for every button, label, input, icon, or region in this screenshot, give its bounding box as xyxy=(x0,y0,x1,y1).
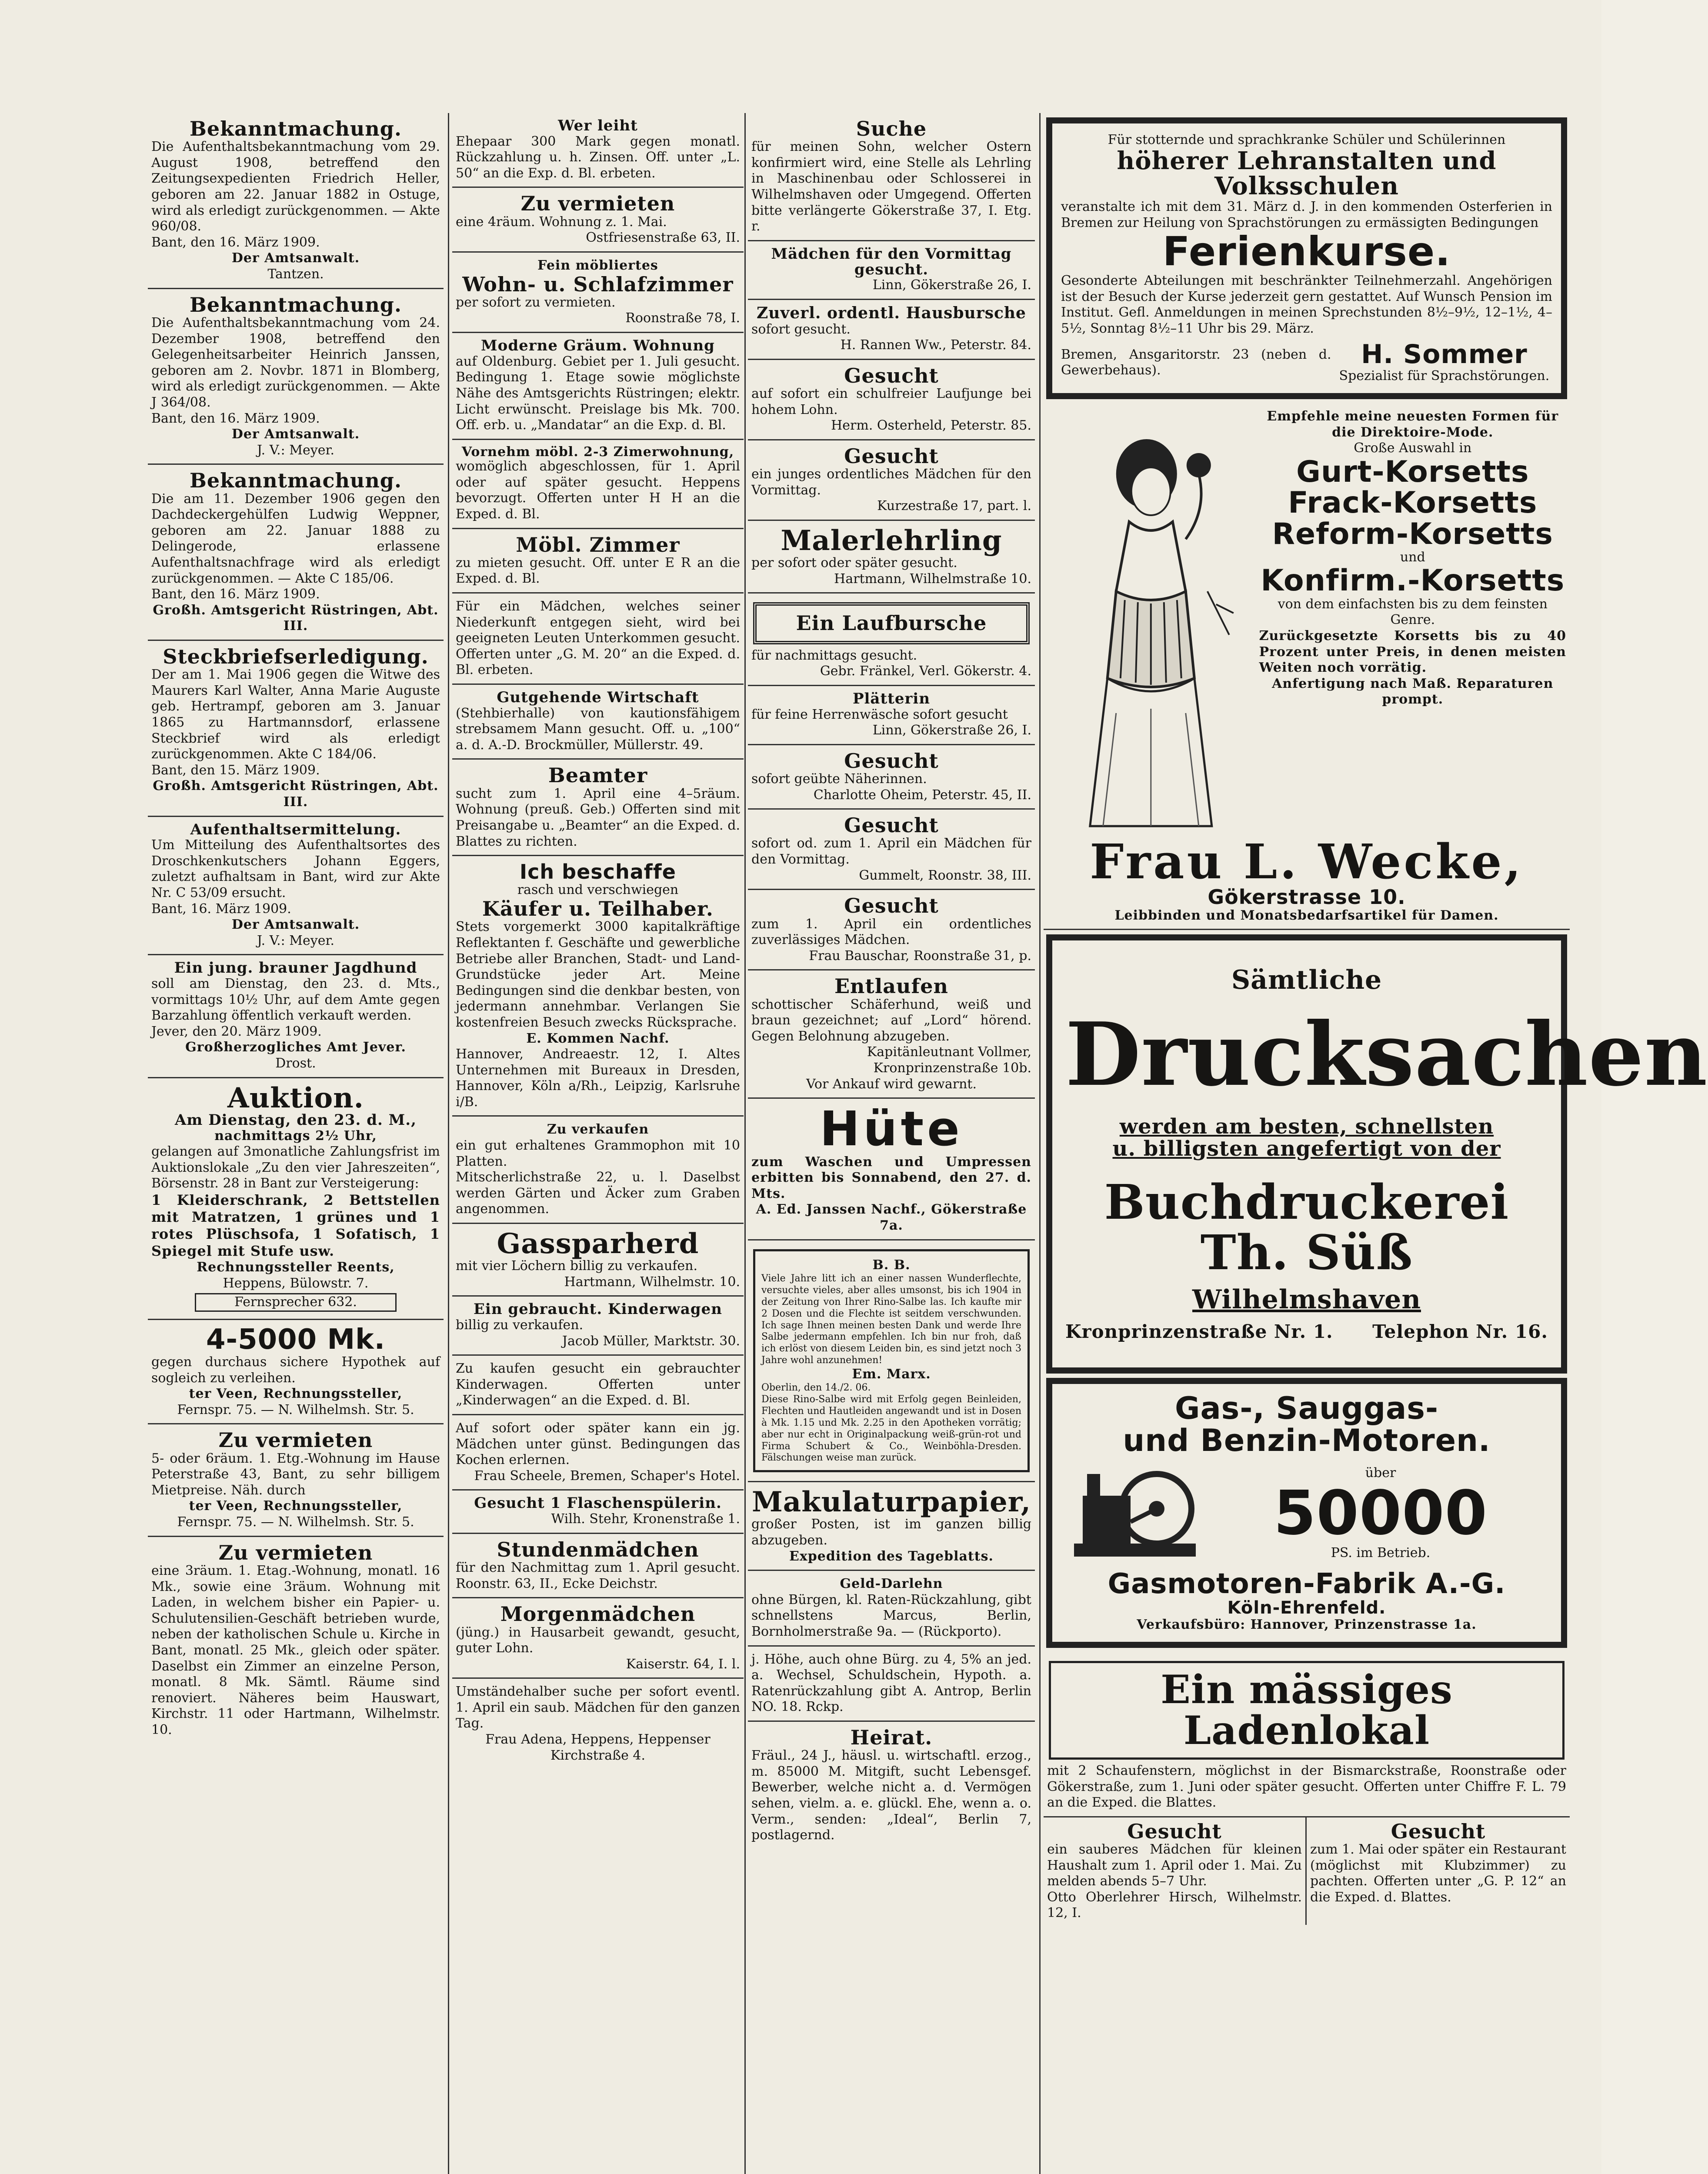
ad-address: H. Rannen Ww., Peterstr. 84. xyxy=(840,337,1031,353)
classified-ad xyxy=(452,1598,744,1679)
notice-body: soll am Dienstag, den 23. d. Mts., vormittags 10½ Uhr, auf dem Amte gegen Barzahlung öffentlich verkauft werden. xyxy=(151,976,440,1024)
classified-ad xyxy=(452,1490,744,1534)
notice-signature: Tantzen. xyxy=(267,267,324,282)
classified-ad xyxy=(748,1571,1035,1646)
ad-address: Hartmann, Wilhelmstr. 10. xyxy=(564,1274,740,1290)
classified-ad xyxy=(748,300,1035,360)
ad-address: Wilh. Stehr, Kronenstraße 1. xyxy=(551,1511,740,1527)
ad-title: B. B. xyxy=(872,1257,911,1273)
ad-signature: ter Veen, Rechnungssteller, xyxy=(189,1386,403,1402)
ad-address: Mitscherlichstraße 22, u. l. Daselbst werden Gärten und Äcker zum Graben angenommen. xyxy=(456,1170,740,1217)
ad-address: Kaiserstr. 64, I. l. xyxy=(626,1656,740,1672)
ad-number: 50000 xyxy=(1273,1477,1488,1549)
classified-ad xyxy=(748,1482,1035,1571)
ad-intro: Sämtliche xyxy=(1231,965,1382,996)
classified-ad xyxy=(452,1679,744,1769)
ad-address: Frau Adena, Heppens, Heppenser Kirchstraße 4. xyxy=(485,1732,711,1763)
notice xyxy=(148,955,444,1078)
ad-address: Kronprinzenstraße Nr. 1. xyxy=(1065,1321,1333,1343)
ad-address: Fernspr. 75. — N. Wilhelmsh. Str. 5. xyxy=(177,1402,414,1417)
ad-body: j. Höhe, auch ohne Bürg. zu 4, 5% an jed. a. Wechsel, Schuldschein, Hypoth. a. Ratenrückzahlung gibt A. Antrop, Berlin NO. 18. Rckp. xyxy=(751,1651,1031,1715)
notice-date: Bant, 16. März 1909. xyxy=(151,901,291,917)
rent-ad xyxy=(148,1424,444,1537)
classified-ad xyxy=(748,1647,1035,1722)
ad-title: Möbl. Zimmer xyxy=(516,533,680,557)
classified-ad xyxy=(452,440,744,529)
ad-subtitle: rasch und verschwiegen xyxy=(517,882,679,898)
ad-subtitle: Am Dienstag, den 23. d. M., xyxy=(175,1111,417,1129)
ad-intro: und xyxy=(1400,549,1425,565)
ad-subtitle: nachmittags 2½ Uhr, xyxy=(214,1128,377,1144)
notice-signature: Der Amtsanwalt. xyxy=(231,250,360,266)
ad-body: ein junges ordentliches Mädchen für den Vormittag. xyxy=(751,467,1031,498)
woman-corset-icon xyxy=(1047,409,1255,835)
ad-headline: Drucksachen xyxy=(1065,1004,1708,1106)
ad-body: schottischer Schäferhund, weiß und braun gezeichnet; auf „Lord“ hörend. Gegen Belohnung abzugeben. xyxy=(751,997,1031,1044)
ad-title: Suche xyxy=(856,117,927,140)
classified-ad xyxy=(748,745,1035,810)
notice-date: Bant, den 16. März 1909. xyxy=(151,234,320,250)
ad-body: Gesonderte Abteilungen mit beschränkter Teilnehmerzahl. Angehörigen ist der Besuch der Kurse jederzeit gern gestattet. Auf Wunsch Pension im Institut. Gefl. Anmeldungen in meinen Sprechstunden 8½–9½, 12–1½, 4–5½, Sonntag 8½–11 Uhr bis 29. März. xyxy=(1061,273,1552,336)
ad-title: Käufer u. Teilhaber. xyxy=(482,897,714,921)
ad-phone: Fernsprecher 632. xyxy=(195,1293,397,1312)
notice-title: Bekanntmachung. xyxy=(190,469,402,493)
ad-title: Zu vermieten xyxy=(218,1428,373,1452)
ad-title: Gesucht xyxy=(844,363,939,387)
corset-figure xyxy=(1047,409,1255,837)
ad-address: Gebr. Fränkel, Verl. Gökerstr. 4. xyxy=(820,664,1031,679)
ad-body: ohne Bürgen, kl. Raten-Rückzahlung, gibt schnellstens Marcus, Berlin, Bornholmerstraße 9a. — (Rückporto). xyxy=(751,1592,1031,1640)
ad-address: Hannover, Andreaestr. 12, I. Altes Unternehmen mit Bureaux in Dresden, Hannover, Köln a/Rh., Leipzig, Karlsruhe i/B. xyxy=(456,1047,740,1110)
ad-address: Jacob Müller, Marktstr. 30. xyxy=(562,1333,740,1349)
ad-body: eine 3räum. 1. Etag.-Wohnung, monatl. 16 Mk., sowie eine 3räum. Wohnung mit Laden, in welchem bisher ein Papier- u. Schulutensilien-Geschäft betrieben wurde, neben der katholischen Schule u. Kirche in Bant, monatl. 25 Mk., gleich oder später. Daselbst ein Zimmer an einzelne Person, monatl. 8 Mk. Sämtl. Räume sind renoviert. Näheres beim Hauswart, Kirchstr. 11 oder Hartmann, Wilhelmstr. 10. xyxy=(151,1563,440,1737)
notice-title: Ein jung. brauner Jagdhund xyxy=(174,959,417,977)
notice-signature: Großh. Amtsgericht Rüstringen, Abt. III. xyxy=(153,602,439,634)
column-1 xyxy=(148,113,444,2174)
ad-items: 1 Kleiderschrank, 2 Bettstellen mit Matratzen, 1 grünes und 1 rotes Plüschsofa, 1 Sofatisch, 1 Spiegel mit Stufe usw. xyxy=(151,1191,440,1259)
engine-icon xyxy=(1070,1457,1200,1570)
ad-title: Moderne Gräum. Wohnung xyxy=(481,337,715,355)
column-rule xyxy=(448,113,449,2174)
classified-ad xyxy=(452,113,744,188)
ad-title: Gesucht xyxy=(1391,1819,1486,1843)
classified-ad xyxy=(452,1117,744,1224)
ad-body: für feine Herrenwäsche sofort gesucht xyxy=(751,707,1008,722)
ad-address: Verkaufsbüro: Hannover, Prinzenstrasse 1a. xyxy=(1137,1617,1477,1633)
ad-address: Charlotte Oheim, Peterstr. 45, II. xyxy=(813,787,1031,803)
classified-ad xyxy=(748,241,1035,300)
classified-ad xyxy=(452,1224,744,1297)
notice-date: Bant, den 15. März 1909. xyxy=(151,762,320,778)
column-rule xyxy=(1039,113,1041,2174)
testimonial-ad xyxy=(748,1240,1035,1483)
ad-body: Stets vorgemerkt 3000 kapitalkräftige Reflektanten f. Geschäfte und gewerbliche Betriebe aller Branchen, Stadt- und Land-Grundstücke jeder Art. Meine Bedingungen sind die denkbar besten, von jedermann annehmbar. Verlangen Sie kostenfreien Besuch zwecks Rücksprache. xyxy=(456,919,740,1030)
ad-title: Gesucht 1 Flaschenspülerin. xyxy=(474,1494,722,1512)
ad-body: großer Posten, ist im ganzen billig abzugeben. xyxy=(751,1517,1031,1548)
classified-ad xyxy=(452,333,744,440)
ad-address: Herm. Osterheld, Peterstr. 85. xyxy=(831,418,1031,433)
classified-ad xyxy=(748,360,1035,440)
ad-title: Beamter xyxy=(548,764,648,787)
ad-title: Heirat. xyxy=(850,1726,933,1749)
ad-body: zum 1. April ein ordentliches zuverlässiges Mädchen. xyxy=(751,916,1031,948)
ad-address: Otto Oberlehrer Hirsch, Wilhelmstr. 12, I. xyxy=(1047,1889,1302,1921)
ad-city: Köln-Ehrenfeld. xyxy=(1227,1598,1386,1618)
ad-address: Heppens, Bülowstr. 7. xyxy=(223,1275,369,1291)
ad-title: höherer Lehranstalten und Volksschulen xyxy=(1117,146,1497,201)
ad-item: Konfirm.-Korsetts xyxy=(1261,564,1565,598)
notice xyxy=(148,289,444,465)
ad-body: ein sauberes Mädchen für kleinen Haushalt zum 1. April oder 1. Mai. Zu melden abends 5–7 Uhr. xyxy=(1047,1842,1302,1889)
ad-address: Gökerstrasse 10. xyxy=(1208,885,1406,909)
ad-signature: Rechnungssteller Reents, xyxy=(197,1260,395,1275)
ad-note: Diese Rino-Salbe wird mit Erfolg gegen Beinleiden, Flechten und Hautleiden angewandt und ist in Dosen à Mk. 1.15 und Mk. 2.25 in den Apotheken vorrätig; aber nur echt in Originalpackung weiß-grün-rot und Firma Schubert & Co., Weinböhla-Dresden. Fälschungen weise man zurück. xyxy=(761,1394,1021,1464)
classified-ad xyxy=(452,1297,744,1356)
notice-signature: Großherzogliches Amt Jever. xyxy=(185,1040,406,1055)
ad-body: Für ein Mädchen, welches seiner Niederkunft entgegen sieht, wird bei geeigneten Leuten Unterkommen gesucht. Offerten unter „G. M. 20“ an die Exped. d. Bl. erbeten. xyxy=(456,599,740,678)
column-4 xyxy=(1044,113,1708,2174)
classified-ad xyxy=(748,440,1035,521)
ad-body: sucht zum 1. April eine 4–5räum. Wohnung (preuß. Geb.) Offerten sind mit Preisangabe u. „Beamter“ an die Exped. d. Blattes zu richten. xyxy=(456,786,740,849)
rent-ad xyxy=(148,1537,444,1744)
ad-address: Expedition des Tageblatts. xyxy=(789,1548,994,1564)
classified-ad xyxy=(452,253,744,333)
ad-body: gelangen auf 3monatliche Zahlungsfrist im Auktionslokale „Zu den vier Jahreszeiten“, Börsenstr. 28 in Bant zur Versteigerung: xyxy=(151,1144,440,1191)
ad-body: Auf sofort oder später kann ein jg. Mädchen unter günst. Bedingungen das Kochen erlernen. xyxy=(456,1420,740,1468)
ad-signature: Em. Marx. xyxy=(852,1366,931,1382)
ad-body: zum 1. Mai oder später ein Restaurant (möglichst mit Klubzimmer) zu pachten. Offerten unter „G. P. 12“ an die Exped. d. Blattes. xyxy=(1310,1842,1566,1905)
notice xyxy=(148,817,444,956)
ad-body: auf Oldenburg. Gebiet per 1. Juli gesucht. Bedingung 1. Etage sowie möglichste Nähe des Amtsgerichts Rüstringen; elektr. Licht erwünscht. Preislage bis Mk. 700. Off. erb. u. „Mandatar“ an die Exp. d. Bl. xyxy=(456,353,740,433)
ad-intro: Für stotternde und sprachkranke Schüler und Schülerinnen xyxy=(1108,132,1506,147)
ad-title: Gas-, Sauggas- xyxy=(1174,1390,1439,1427)
ad-city: Wilhelmshaven xyxy=(1192,1284,1421,1315)
classified-ad xyxy=(1044,1817,1307,1925)
ad-title: Zu verkaufen xyxy=(547,1122,649,1137)
ad-body: womöglich abgeschlossen, für 1. April oder auf später gesucht. Heppens bevorzugt. Offerten unter H H an die Exped. d. Bl. xyxy=(456,459,740,522)
ad-address: Roonstraße 78, I. xyxy=(625,310,740,326)
ad-address: Ostfriesenstraße 63, II. xyxy=(586,230,740,246)
notice xyxy=(148,113,444,289)
auction-ad xyxy=(148,1078,444,1320)
ad-title: Zuverl. ordentl. Hausbursche xyxy=(757,303,1026,322)
ad-title: Malerlehrling xyxy=(781,524,1002,557)
ad-title: Wohn- u. Schlafzimmer xyxy=(462,272,734,296)
ad-title: Geld-Darlehn xyxy=(840,1576,943,1592)
ad-title: Wer leiht xyxy=(558,117,638,134)
ad-body: billig zu verkaufen. xyxy=(456,1317,584,1333)
classified-ad xyxy=(748,810,1035,890)
ad-body: Umständehalber suche per sofort eventl. 1. April ein saub. Mädchen für den ganzen Tag. xyxy=(456,1684,740,1731)
notice-signature: Der Amtsanwalt. xyxy=(231,917,360,933)
column-2 xyxy=(452,113,744,2174)
ad-body: sofort geübte Näherinnen. xyxy=(751,771,927,787)
ad-title: Gutgehende Wirtschaft xyxy=(497,689,699,707)
ad-body: veranstalte ich mit dem 31. März d. J. in den kommenden Osterferien in Bremen zur Heilung von Sprachstörungen zu ermässigten Bedingungen xyxy=(1061,199,1552,230)
classified-ad xyxy=(452,188,744,252)
notice-title: Bekanntmachung. xyxy=(190,117,402,140)
ad-body: Ehepaar 300 Mark gegen monatl. Rückzahlung u. h. Zinsen. Off. unter „L. 50“ an die Exp. d. Bl. erbeten. xyxy=(456,133,740,181)
ad-address: Bremen, Ansgaritorstr. 23 (neben d. Gewerbehaus). xyxy=(1061,347,1331,378)
notice xyxy=(148,465,444,641)
ad-intro: Empfehle meine neuesten Formen für die Direktoire-Mode. xyxy=(1267,408,1559,440)
ad-intro: Große Auswahl in xyxy=(1354,440,1472,456)
column-3 xyxy=(748,113,1035,2174)
notice-signature: Der Amtsanwalt. xyxy=(231,427,360,442)
classified-ad xyxy=(452,1356,744,1415)
ad-phone: Telephon Nr. 16. xyxy=(1372,1321,1548,1343)
ad-title: Hüte xyxy=(820,1101,963,1157)
motor-ad xyxy=(1046,1378,1567,1648)
ad-headline: Ferienkurse. xyxy=(1162,228,1451,275)
ad-body: Viele Jahre litt ich an einer nassen Wunderflechte, versuchte vieles, aber alles umsonst, bis ich 1904 in der Zeitung von Ihrer Rino-Salbe las. Ich kaufte mir 2 Dosen und die Flechte ist seitdem verschwunden. Ich sage Ihnen meinen besten Dank und werde Ihre Salbe jedermann empfehlen. Ich bin nur froh, daß ich erlöst von diesem Leiden bin, es sind jetzt noch 3 Jahre wohl anzunehmen! xyxy=(761,1273,1021,1366)
loan-ad xyxy=(148,1320,444,1425)
ad-address: Gummelt, Roonstr. 38, III. xyxy=(859,867,1031,883)
notice-title: Aufenthaltsermittelung. xyxy=(190,820,401,838)
ad-title: Gesucht xyxy=(844,894,939,918)
business-ad xyxy=(452,856,744,1117)
ad-body: für den Nachmittag zum 1. April gesucht. Roonstr. 63, II., Ecke Deichstr. xyxy=(456,1560,740,1591)
ad-title: Gesucht xyxy=(844,814,939,837)
column-rule xyxy=(744,113,746,2174)
ad-body: u. billigsten angefertigt von der xyxy=(1112,1136,1501,1161)
ad-body: auf sofort ein schulfreier Laufjunge bei hohem Lohn. xyxy=(751,386,1031,417)
classified-ad xyxy=(452,760,744,856)
classified-ad xyxy=(1307,1817,1570,1925)
ad-body: mit 2 Schaufenstern, möglichst in der Bismarckstraße, Roonstraße oder Gökerstraße, zum 1. Juni oder später gesucht. Offerten unter Chiffre F. L. 79 an die Exped. die Blattes. xyxy=(1047,1763,1566,1811)
ad-title: Makulaturpapier, xyxy=(751,1486,1031,1519)
notice-title: Steckbriefserledigung. xyxy=(163,644,429,668)
notice-signature: J. V.: Meyer. xyxy=(257,442,335,458)
ad-title: Entlaufen xyxy=(834,974,948,998)
ad-body: für nachmittags gesucht. xyxy=(751,647,917,663)
ad-address: Kurzestraße 17, part. l. xyxy=(877,498,1031,514)
ad-signature: E. Kommen Nachf. xyxy=(526,1030,670,1046)
ad-address: Frau Scheele, Bremen, Schaper's Hotel. xyxy=(474,1468,740,1484)
ad-signature: Gasmotoren-Fabrik A.-G. xyxy=(1108,1568,1506,1600)
classified-ad xyxy=(748,1722,1035,1849)
ad-title: Zu vermieten xyxy=(520,192,675,216)
classified-ad xyxy=(452,594,744,685)
ad-body: (jüng.) in Hausarbeit gewandt, gesucht, guter Lohn. xyxy=(456,1624,740,1656)
wanted-ads-row xyxy=(1044,1817,1570,1925)
ad-body: (Stehbierhalle) von kautionsfähigem strebsamem Mann gesucht. Off. u. „100“ a. d. A.-D. Brockmüller, Müllerstr. 49. xyxy=(456,705,740,753)
notice-date: Bant, den 16. März 1909. xyxy=(151,410,320,426)
ad-body: für meinen Sohn, welcher Ostern konfirmiert wird, eine Stelle als Lehrling in Maschinenbau oder Schlosserei in Wilhelmshaven oder Umgegend. Offerten bitte verlängerte Gökerstraße 37, I. Etg. r. xyxy=(751,139,1031,234)
notice-body: Um Mitteilung des Aufenthaltsortes des Droschkenkutschers Johann Eggers, zuletzt aufhaltsam in Bant, wird zur Akte Nr. C 53/09 ersucht. xyxy=(151,837,440,901)
classified-ad xyxy=(452,685,744,760)
ad-address: Linn, Gökerstraße 26, I. xyxy=(872,723,1031,738)
ad-note: Vor Ankauf wird gewarnt. xyxy=(806,1076,977,1092)
ad-body: 5- oder 6räum. 1. Etg.-Wohnung im Hause Peterstraße 43, Bant, zu sehr billigem Mietpreise. Näh. durch xyxy=(151,1450,440,1498)
ad-signature: ter Veen, Rechnungssteller, xyxy=(189,1498,403,1514)
ad-title: Ein gebraucht. Kinderwagen xyxy=(474,1300,722,1318)
ad-body: Zu kaufen gesucht ein gebrauchter Kinderwagen. Offerten unter „Kinderwagen“ an die Exped. d. Bl. xyxy=(456,1361,740,1408)
notice-date: Jever, den 20. März 1909. xyxy=(151,1024,322,1039)
school-ad xyxy=(1046,117,1567,399)
ad-title: Ich beschaffe xyxy=(520,860,676,884)
ad-title: Vornehm möbl. 2-3 Zimerwohnung, xyxy=(461,444,734,460)
classified-ad xyxy=(748,113,1035,241)
ad-body: von dem einfachsten bis zu dem feinsten Genre. xyxy=(1278,596,1548,628)
ad-signature: H. Sommer xyxy=(1361,339,1528,370)
ad-date: Oberlin, den 14./2. 06. xyxy=(761,1382,871,1394)
print-shop-ad xyxy=(1046,934,1708,1374)
ad-body: sofort od. zum 1. April ein Mädchen für den Vormittag. xyxy=(751,836,1031,867)
notice-signature: Großh. Amtsgericht Rüstringen, Abt. III. xyxy=(153,778,439,810)
ad-title: 4-5000 Mk. xyxy=(206,1323,386,1356)
ad-body: per sofort zu vermieten. xyxy=(456,294,616,310)
ad-signature: Frau L. Wecke, xyxy=(1090,833,1524,890)
ad-title: Zu vermieten xyxy=(218,1540,373,1564)
classified-ad xyxy=(748,1099,1035,1240)
ad-address: Linn, Gökerstraße 26, I. xyxy=(872,277,1031,293)
ad-body: über xyxy=(1365,1465,1396,1481)
ad-item: Frack-Korsetts xyxy=(1288,486,1538,520)
ad-item: Reform-Korsetts xyxy=(1272,517,1553,551)
ad-title: Gesucht xyxy=(1127,1819,1222,1843)
ad-body: Anfertigung nach Maß. Reparaturen prompt. xyxy=(1272,676,1554,707)
ad-body: mit vier Löchern billig zu verkaufen. xyxy=(456,1258,697,1274)
ad-body: sofort gesucht. xyxy=(751,321,851,337)
ad-title: Ein mässiges Ladenlokal xyxy=(1161,1666,1453,1754)
notice-title: Bekanntmachung. xyxy=(190,293,402,317)
ad-body: Zurückgesetzte Korsetts bis zu 40 Prozent unter Preis, in denen meisten Weiten noch vorrätig. xyxy=(1259,628,1566,676)
ad-body: zum Waschen und Umpressen erbitten bis Sonnabend, den 27. d. Mts. xyxy=(751,1154,1031,1201)
ad-title: Fein möbliertes xyxy=(537,257,658,273)
ad-title: und Benzin-Motoren. xyxy=(1123,1422,1491,1458)
classified-ad xyxy=(748,521,1035,594)
ad-body: Leibbinden und Monatsbedarfsartikel für Damen. xyxy=(1114,907,1499,923)
ad-address: Fernspr. 75. — N. Wilhelmsh. Str. 5. xyxy=(177,1514,414,1530)
ad-title: Plätterin xyxy=(852,690,931,707)
ad-address: Kapitänleutnant Vollmer, Kronprinzenstraße 10b. xyxy=(867,1044,1031,1076)
classified-ad xyxy=(748,594,1035,686)
ad-address: Hartmann, Wilhelmstraße 10. xyxy=(834,571,1031,587)
ad-title: Gesucht xyxy=(844,749,939,773)
notice-body: Die Aufenthaltsbekanntmachung vom 24. Dezember 1908, betreffend den Gelegenheitsarbeiter Heinrich Janssen, geboren am 2. Novbr. 1871 in Blomberg, wird als erledigt zurückgenommen. — Akte J 364/08. xyxy=(151,315,440,410)
classified-ad xyxy=(452,529,744,594)
ad-signature: Buchdruckerei Th. Süß xyxy=(1104,1174,1509,1280)
shop-wanted-ad xyxy=(1044,1652,1570,1817)
notice-signature: J. V.: Meyer. xyxy=(257,933,335,948)
classified-ad xyxy=(748,686,1035,745)
notice-date: Bant, den 16. März 1909. xyxy=(151,587,320,602)
ad-body: ein gut erhaltenes Grammophon mit 10 Platten. xyxy=(456,1138,740,1169)
ad-address: A. Ed. Janssen Nachf., Gökerstraße 7a. xyxy=(756,1202,1027,1234)
ad-body: PS. im Betrieb. xyxy=(1331,1545,1431,1560)
ad-title: Gesucht xyxy=(844,444,939,468)
ad-title: Auktion. xyxy=(227,1081,364,1114)
ad-body: zu mieten gesucht. Off. unter E R an die Exped. d. Bl. xyxy=(456,555,740,587)
ad-body: werden am besten, schnellsten xyxy=(1119,1114,1494,1139)
classified-ad xyxy=(748,970,1035,1099)
notice xyxy=(148,641,444,817)
ad-body: gegen durchaus sichere Hypothek auf sogleich zu verleihen. xyxy=(151,1354,440,1386)
classified-ad xyxy=(748,890,1035,970)
ad-body: Fräul., 24 J., häusl. u. wirtschaftl. erzog., m. 85000 M. Mitgift, sucht Lebensgef. Bewerber, welche nicht a. d. Vermögen sehen, vielm. a. e. glückl. Ehe, wenn a. o. Verm., senden: „Ideal“, Berlin 7, postlagernd. xyxy=(751,1748,1031,1843)
ad-title: Stundenmädchen xyxy=(497,1537,699,1561)
ad-title: Ein Laufbursche xyxy=(796,611,987,635)
classified-ad xyxy=(452,1415,744,1490)
corset-ad xyxy=(1044,403,1570,930)
ad-title: Mädchen für den Vormittag gesucht. xyxy=(771,245,1012,278)
notice-body: Der am 1. Mai 1906 gegen die Witwe des Maurers Karl Walter, Anna Marie Auguste geb. Hertrampf, geboren am 3. Januar 1865 zu Hartmannsdorf, erlassene Steckbrief wird als erledigt zurückgenommen. Akte C 184/06. xyxy=(151,667,440,762)
notice-body: Die Aufenthaltsbekanntmachung vom 29. August 1908, betreffend den Zeitungsexpedienten Friedrich Heller, geboren am 22. Januar 1882 in Ostuge, wird als erledigt zurückgenommen. — Akte 960/08. xyxy=(151,139,440,234)
classified-ad xyxy=(452,1534,744,1598)
ad-item: Gurt-Korsetts xyxy=(1296,454,1529,489)
ad-title: Gassparherd xyxy=(497,1227,699,1260)
ad-address: Frau Bauschar, Roonstraße 31, p. xyxy=(809,948,1031,964)
ad-body: per sofort oder später gesucht. xyxy=(751,555,957,571)
notice-body: Die am 11. Dezember 1906 gegen den Dachdeckergehülfen Ludwig Weppner, geboren am 22. Januar 1888 zu Delingerode, erlassene Aufenthaltsnachfrage wird als erledigt zurückgenommen. — Akte C 185/06. xyxy=(151,491,440,586)
notice-signature: Drost. xyxy=(275,1056,316,1071)
ad-body: eine 4räum. Wohnung z. 1. Mai. xyxy=(456,214,667,230)
ad-title: Morgenmädchen xyxy=(500,1602,696,1626)
ad-signature: Spezialist für Sprachstörungen. xyxy=(1339,368,1550,384)
